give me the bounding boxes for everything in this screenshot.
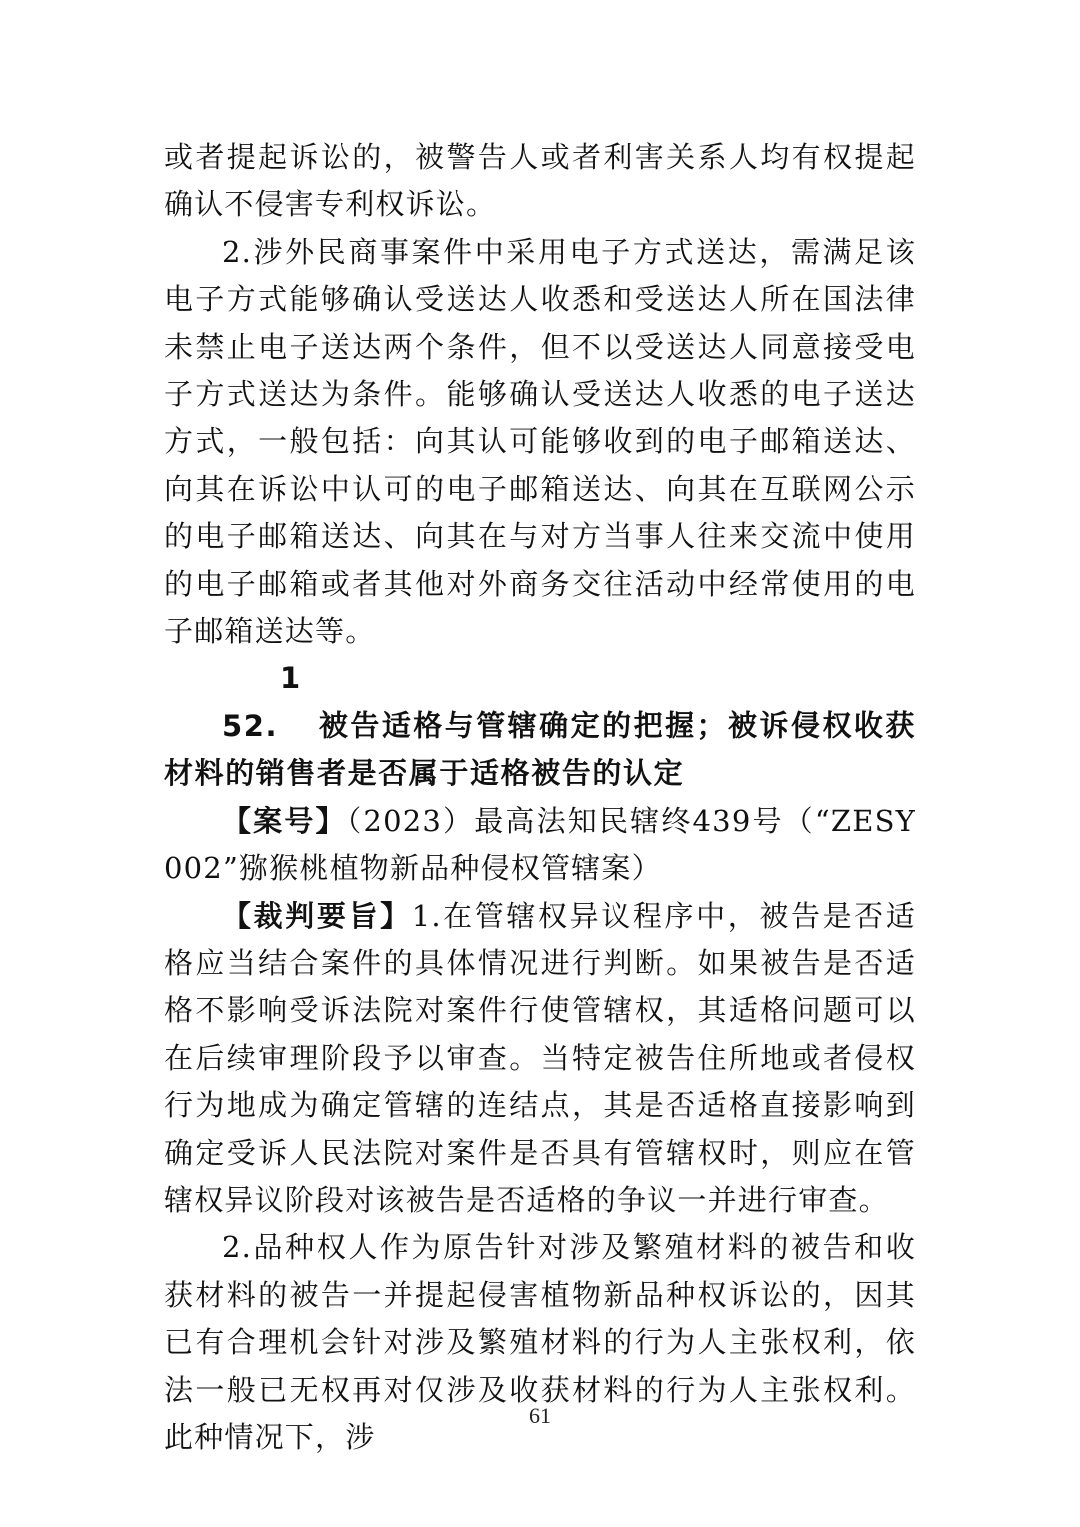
section-title: 被告适格与管辖确定的把握；被诉侵权收获材料的销售者是否属于适格被告的认定 bbox=[164, 708, 916, 791]
paragraph-electronic-service: 2.涉外民商事案件中采用电子方式送达，需满足该电子方式能够确认受送达人收悉和受送达人所在国法律未禁止电子送达两个条件，但不以受送达人同意接受电子方式送达为条件。能够确认受送达人收悉的电子送达方式，一般包括：向其认可能够收到的电子邮箱送达、向其在诉讼中认可的电子邮箱送达、向其在互联网公示的电子邮箱送达、向其在与对方当事人往来交流中使用的电子邮箱或者其他对外商务交往活动中经常使用的电子邮箱送达等。 bbox=[164, 234, 916, 649]
case-number-text: （2023）最高法知民辖终439号（“ZESY002”猕猴桃植物新品种侵权管辖案） bbox=[164, 803, 916, 886]
case-number-label: 【案号】 bbox=[222, 803, 347, 838]
case-number-paragraph bbox=[164, 798, 916, 893]
ruling-label: 【裁判要旨】 bbox=[222, 898, 412, 933]
continued-paragraph: 或者提起诉讼的，被警告人或者利害关系人均有权提起确认不侵害专利权诉讼。 bbox=[164, 140, 916, 222]
section-heading bbox=[164, 655, 916, 797]
page-number: 61 bbox=[529, 1403, 551, 1428]
ruling-point-1 bbox=[164, 893, 916, 1225]
ruling-point-2: 2.品种权人作为原告针对涉及繁殖材料的被告和收获材料的被告一并提起侵害植物新品种权诉讼的，因其已有合理机会针对涉及繁殖材料的行为人主张权利，依法一般已无权再对仅涉及收获材料的行为人主张权利。此种情况下，涉 bbox=[164, 1230, 916, 1454]
section-number: 152. bbox=[222, 661, 302, 743]
ruling-point-1-text: 1.在管辖权异议程序中，被告是否适格应当结合案件的具体情况进行判断。如果被告是否适格不影响受诉法院对案件行使管辖权，其适格问题可以在后续审理阶段予以审查。当特定被告住所地或者侵权行为地成为确定管辖的连结点，其是否适格直接影响到确定受诉人民法院对案件是否具有管辖权时，则应在管辖权异议阶段对该被告是否适格的争议一并进行审查。 bbox=[164, 898, 917, 1217]
page-body bbox=[164, 134, 916, 1461]
